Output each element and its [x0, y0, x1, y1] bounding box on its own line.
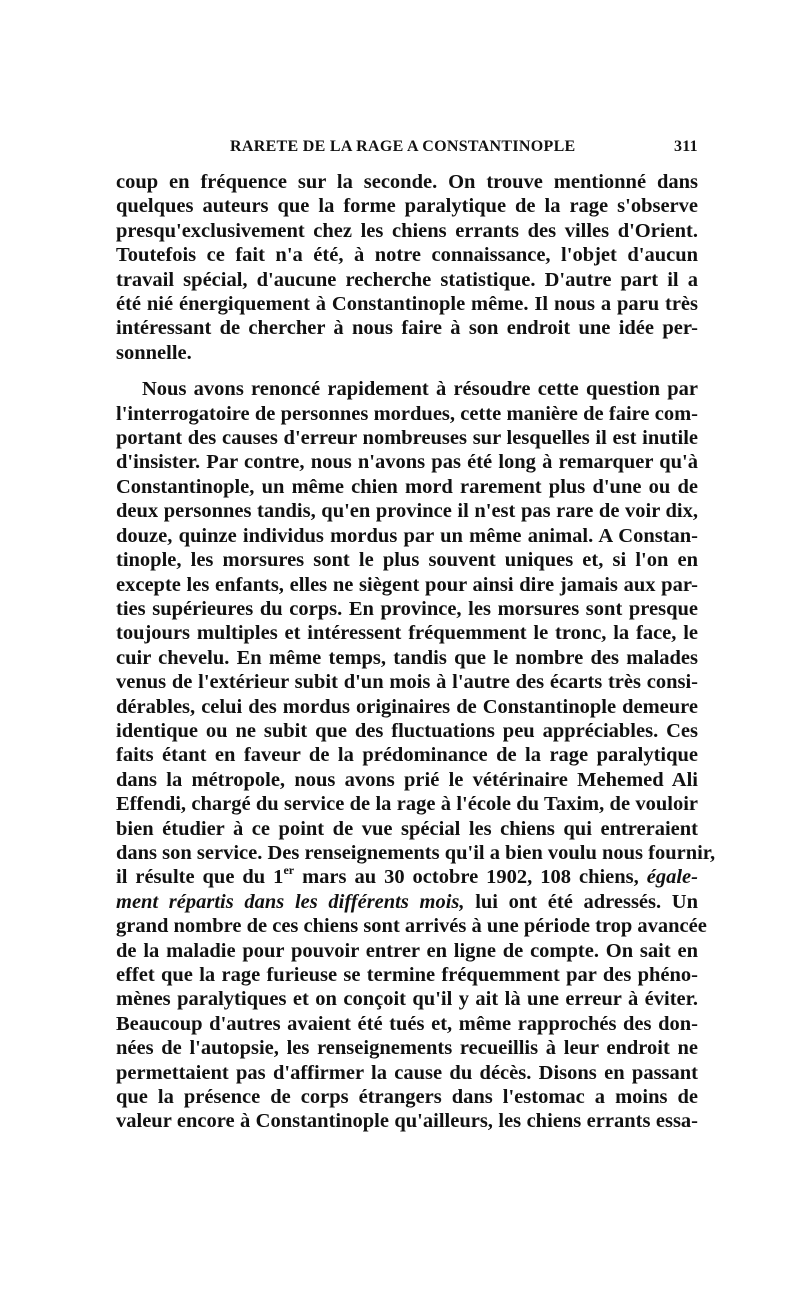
text-line: de la maladie pour pouvoir entrer en ligne de compte. On sait en: [116, 939, 698, 962]
text-line-with-italic: [116, 890, 698, 914]
text-line: Beaucoup d'autres avaient été tués et, même rapprochés des don-: [116, 1012, 698, 1035]
paragraph: [116, 377, 716, 1134]
text-line: bien étudier à ce point de vue spécial les chiens qui entreraient: [116, 817, 698, 840]
text-line: faits étant en faveur de la prédominance de la rage paralytique: [116, 744, 698, 767]
text-line: excepte les enfants, elles ne siègent pour ainsi dire jamais aux par-: [116, 573, 698, 596]
text-line: dérables, celui des mordus originaires de Constantinople demeure: [116, 695, 698, 718]
italic-emphasis: égale-: [646, 866, 698, 889]
text-line: coup en fréquence sur la seconde. On trouve mentionné dans: [116, 171, 698, 193]
text-line: presqu'exclusivement chez les chiens errants des villes d'Orient.: [116, 219, 698, 242]
text-line: dans la métropole, nous avons prié le vétérinaire Mehemed Ali: [116, 768, 698, 791]
text-fragment: il résulte que du 1: [116, 866, 284, 889]
text-line: d'insister. Par contre, nous n'avons pas été long à remarquer qu'à: [116, 451, 698, 474]
text-line: l'interrogatoire de personnes mordues, cette manière de faire com-: [116, 402, 698, 425]
text-line: nées de l'autopsie, les renseignements recueillis à leur endroit ne: [116, 1037, 698, 1060]
text-line: valeur encore à Constantinople qu'ailleurs, les chiens errants essa-: [116, 1110, 698, 1133]
book-page: [116, 138, 716, 1134]
text-line: Nous avons renoncé rapidement à résoudre cette question par: [142, 378, 698, 401]
text-fragment: lui ont été adressés. Un: [464, 890, 698, 913]
ordinal-superscript: er: [283, 863, 295, 878]
text-line: que la présence de corps étrangers dans l'estomac a moins de: [116, 1086, 698, 1109]
text-line: été nié énergiquement à Constantinople même. Il nous a paru très: [116, 293, 698, 316]
text-line: portant des causes d'erreur nombreuses sur lesquelles il est inutile: [116, 427, 698, 450]
text-line: cuir chevelu. En même temps, tandis que le nombre des malades: [116, 646, 698, 669]
text-line: intéressant de chercher à nous faire à son endroit une idée per-: [116, 317, 698, 340]
text-line: permettaient pas d'affirmer la cause du décès. Disons en passant: [116, 1061, 698, 1084]
text-line: deux personnes tandis, qu'en province il n'est pas rare de voir dix,: [116, 500, 698, 523]
running-head: [116, 138, 698, 164]
text-line: tinople, les morsures sont le plus souvent uniques et, si l'on en: [116, 549, 698, 572]
body-text: [116, 170, 716, 1134]
running-title: RARETE DE LA RAGE A CONSTANTINOPLE: [230, 138, 576, 155]
text-line: travail spécial, d'aucune recherche statistique. D'autre part il a: [116, 268, 698, 291]
text-line-with-date: [116, 865, 698, 889]
italic-emphasis: ment répartis dans les différents mois,: [116, 890, 465, 913]
text-line: quelques auteurs que la forme paralytique de la rage s'observe: [116, 195, 698, 218]
text-line: mènes paralytiques et on conçoit qu'il y ait là une erreur à éviter.: [116, 988, 698, 1011]
text-line: ties supérieures du corps. En province, les morsures sont presque: [116, 597, 698, 620]
text-line: venus de l'extérieur subit d'un mois à l'autre des écarts très consi-: [116, 671, 698, 694]
text-fragment: mars au 30 octobre 1902, 108 chiens,: [294, 866, 647, 889]
page-number: 311: [673, 138, 698, 155]
text-line: Effendi, chargé du service de la rage à l'école du Taxim, de vouloir: [116, 793, 698, 816]
text-line: sonnelle.: [116, 341, 192, 364]
text-line: Toutefois ce fait n'a été, à notre connaissance, l'objet d'aucun: [116, 244, 698, 267]
paragraph: [116, 170, 698, 365]
text-line: effet que la rage furieuse se termine fréquemment par des phéno-: [116, 964, 698, 986]
text-line: toujours multiples et intéressent fréquemment le tronc, la face, le: [116, 622, 698, 645]
text-line: grand nombre de ces chiens sont arrivés à une période trop avancée: [116, 915, 707, 938]
text-line: identique ou ne subit que des fluctuations peu appréciables. Ces: [116, 719, 698, 742]
text-line: douze, quinze individus mordus par un même animal. A Constan-: [116, 524, 698, 547]
text-line: Constantinople, un même chien mord rarement plus d'une ou de: [116, 475, 698, 498]
text-line: dans son service. Des renseignements qu'il a bien voulu nous fournir,: [116, 841, 716, 864]
